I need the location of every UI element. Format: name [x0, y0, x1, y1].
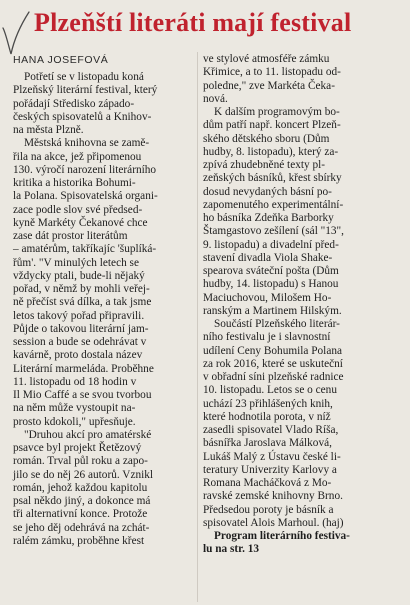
text-line: kyně Markéty Čekanové chce	[13, 216, 148, 229]
text-line: hudby, 8. listopadu), který za-	[203, 145, 339, 158]
article-headline: Plzeňští literáti mají festival	[34, 8, 352, 37]
text-line: zace podle slov své předsed-	[13, 203, 143, 216]
text-line: Potřetí se v listopadu koná	[24, 71, 144, 83]
text-line: pořad, v němž by mohli veřej-	[13, 283, 150, 295]
text-line: udílení Ceny Bohumila Polana	[203, 344, 342, 357]
text-line: ralém zámku, proběhne křest	[13, 534, 145, 547]
text-line: řům'. "V minulých letech se	[13, 256, 139, 269]
text-line: 11. listopadu od 18 hodin v	[13, 375, 137, 388]
text-line: dům patří např. koncert Plzeň-	[203, 119, 341, 132]
text-line: jilo se do něj 26 autorů. Vznikl	[13, 468, 154, 481]
text-line: na něm může vystoupit na-	[13, 402, 136, 415]
text-line: letos takový pořad připravili.	[13, 309, 145, 322]
text-line: – amatérům, takříkajíc 'šuplíká-	[13, 243, 157, 256]
text-line: hudby, 14. listopadu) s Hanou	[203, 278, 339, 291]
text-line: vždycky ptali, bude-li nějaký	[13, 269, 145, 282]
text-line: kritika a historika Bohumi-	[13, 177, 136, 189]
text-line: za rok 2016, které se uskuteční	[203, 357, 343, 370]
text-line: poledne," zve Markéta Čeka-	[203, 79, 335, 92]
text-line: ně přečíst svá dílka, a tak jsme	[13, 296, 152, 309]
text-line: stavení divadla Viola Shake-	[203, 251, 333, 264]
text-line: Maciuchovou, Milošem Ho-	[203, 291, 332, 304]
text-line: ního festivalu je i slavnostní	[203, 331, 331, 344]
text-line: spisovatel Alois Marhoul. (haj)	[203, 516, 344, 529]
text-line: v obřadní síni plzeňské radnice	[203, 371, 344, 383]
text-line: psal někdo jiný, a dokonce má	[13, 495, 151, 507]
text-line: ského dětského sboru (Dům	[203, 132, 330, 145]
text-line: Půjde o takovou literární jam-	[13, 322, 149, 335]
text-line: prosto kdokoli," upřesňuje.	[13, 415, 136, 428]
text-line: zasedli spisovatel Vlado Ríša,	[203, 424, 339, 436]
text-line: kavárně, proto dostala název	[13, 349, 143, 362]
text-line: řila na akce, jež připomenou	[13, 150, 142, 163]
text-line: na města Plzně.	[13, 124, 84, 136]
text-line: session a bude se odehrávat v	[13, 336, 147, 348]
right-column	[203, 53, 399, 557]
text-line: Křimice, a to 11. listopadu od-	[203, 66, 341, 79]
text-line: zeňských básníků, křest sbírky	[203, 172, 342, 185]
text-line: dosud nevydaných básní po-	[203, 185, 332, 198]
text-line: psavce byl projekt Řetězový	[13, 442, 142, 454]
right-column-text	[203, 53, 399, 557]
text-line: Program literárního festiva-	[214, 530, 350, 542]
text-line: román. Trval půl roku a zapo-	[13, 455, 148, 468]
text-line: 130. výročí narození literárního	[13, 163, 157, 176]
text-line: Lukáš Malý z Ústavu české li-	[203, 450, 341, 463]
text-line: Štamgastovo zešílení (sál "13",	[203, 225, 344, 238]
text-line: básnířka Jaroslava Málková,	[203, 437, 332, 450]
text-line: lu na str. 13	[203, 543, 260, 556]
text-line: zapomenutého experimentální-	[203, 198, 344, 211]
text-line: uchází 23 přihlášených knih,	[203, 397, 333, 410]
text-line: spearova sváteční pošta (Dům	[203, 265, 339, 277]
text-line: ve stylové atmosféře zámku	[203, 53, 330, 65]
text-line: Romana Macháčková z Mo-	[203, 477, 332, 489]
text-line: K dalším programovým bo-	[214, 106, 340, 118]
text-line: se jeho děj odehrává na zchát-	[13, 521, 150, 534]
text-line: teratury Univerzity Karlovy a	[203, 463, 337, 476]
text-line: pořádají Středisko západo-	[13, 97, 135, 110]
left-column	[13, 53, 193, 548]
checkmark-icon	[0, 10, 30, 58]
text-line: zpívá zhudebněné texty pl-	[203, 159, 326, 171]
text-line: Předsedou poroty je básník a	[203, 503, 334, 516]
text-line: ravské zemské knihovny Brno.	[203, 490, 343, 503]
text-line: zase dát prostor literátům	[13, 230, 128, 242]
text-line: la Polana. Spisovatelská organi-	[13, 190, 158, 203]
text-line: které hodnotila porota, v níž	[203, 410, 331, 423]
text-line: Plzeňský literární festival, který	[13, 84, 158, 97]
text-line: ho básníka Zdeňka Barborky	[203, 212, 334, 224]
text-line: tři alternativní konce. Protože	[13, 508, 148, 521]
text-line: ranským a Martinem Hilským.	[203, 304, 342, 317]
byline: HANA JOSEFOVÁ	[13, 54, 109, 66]
text-line: Městská knihovna se zamě-	[24, 137, 150, 150]
text-line: Součástí Plzeňského literár-	[214, 318, 340, 330]
text-line: českých spisovatelů a Knihov-	[13, 110, 152, 123]
column-divider	[197, 52, 198, 602]
text-line: 9. listopadu) a divadelní před-	[203, 238, 339, 251]
text-line: "Druhou akcí pro amatérské	[24, 428, 152, 441]
text-line: Literární marmeláda. Proběhne	[13, 362, 154, 375]
text-line: román, jehož každou kapitolu	[13, 481, 148, 494]
text-line: nová.	[203, 92, 228, 105]
text-line: Il Mio Caffé a se svou tvorbou	[13, 389, 152, 401]
text-line: 10. listopadu. Letos se o cenu	[203, 384, 337, 397]
left-column-text	[13, 71, 193, 548]
